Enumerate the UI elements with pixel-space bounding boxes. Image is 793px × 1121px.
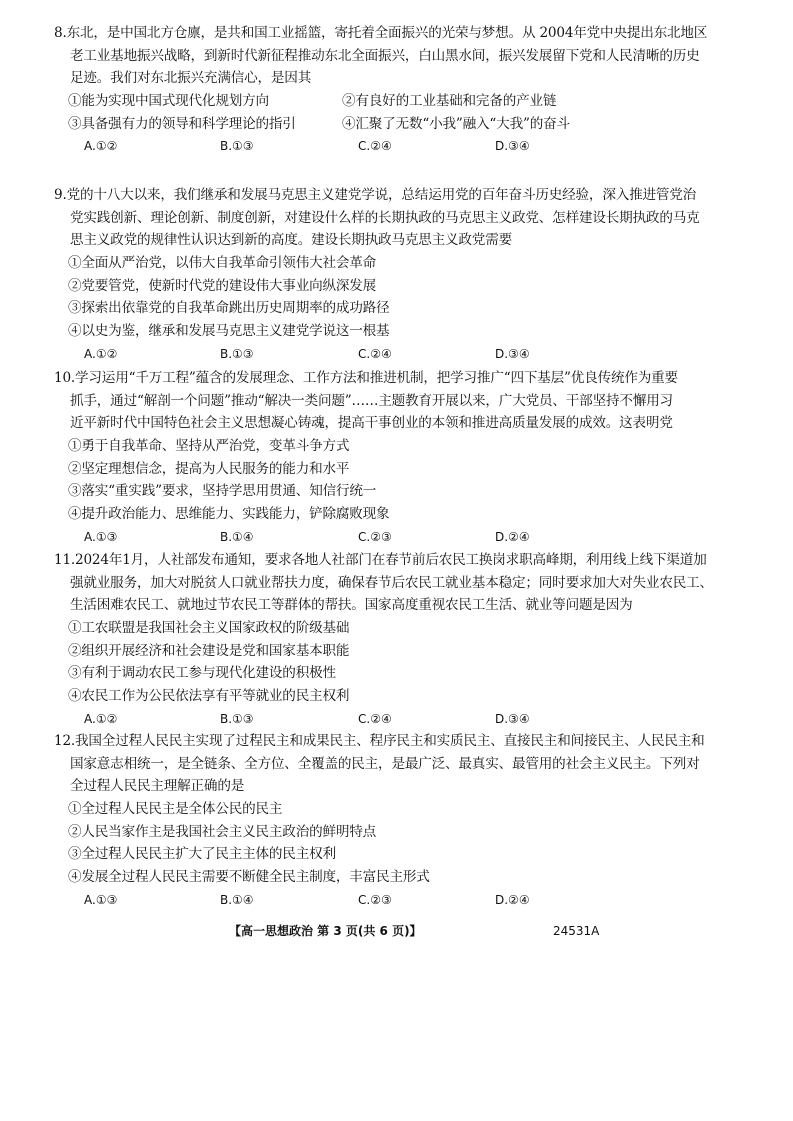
question-stem-line: 党实践创新、理论创新、制度创新，对建设什么样的长期执政的马克思主义政党、怎样建设长期执政的马克 [70,209,700,226]
option-4: ④汇聚了无数“小我”融入“大我”的奋斗 [342,115,570,132]
paper-code: 24531A [553,924,600,938]
choice-b: B.①③ [220,711,254,726]
option-1: ①能为实现中国式现代化规划方向 [68,93,269,110]
option-3: ③有利于调动农民工参与现代化建设的积极性 [68,665,336,682]
choice-c: C.②④ [358,139,392,154]
choice-a: A.①③ [84,529,118,544]
option-2: ②党要管党，使新时代党的建设伟大事业向纵深发展 [68,277,377,294]
option-4: ④提升政治能力、思维能力、实践能力，铲除腐败现象 [68,506,390,523]
choice-a: A.①② [84,711,118,726]
option-1: ①全过程人民民主是全体公民的民主 [68,801,283,818]
option-2: ②有良好的工业基础和完备的产业链 [342,93,557,110]
question-stem-line: 10.学习运用“千万工程”蕴含的发展理念、工作方法和推进机制，把学习推广“四下基层”优良传统作为重要 [54,370,678,386]
option-2: ②组织开展经济和社会建设是党和国家基本职能 [68,642,350,659]
option-2: ②人民当家作主是我国社会主义民主政治的鲜明特点 [68,823,377,840]
question-8 [54,22,754,158]
choice-c: C.②④ [358,346,392,361]
option-1: ①全面从严治党，以伟大自我革命引领伟大社会革命 [68,255,377,272]
choice-a: A.①③ [84,892,118,907]
option-1: ①勇于自我革命、坚持从严治党，变革斗争方式 [68,438,350,455]
choice-c: C.②③ [358,529,392,544]
page-footer [0,920,793,942]
answer-choices [54,135,754,158]
choice-d: D.②④ [495,529,530,544]
question-9 [54,184,754,366]
choice-a: A.①② [84,346,118,361]
question-stem-line: 8.东北，是中国北方仓廪，是共和国工业摇篮，寄托着全面振兴的光荣与梦想。从 2004年党中央提出东北地区 [54,25,708,41]
choice-c: C.②③ [358,892,392,907]
question-stem-line: 思主义政党的规律性认识达到新的高度。建设长期执政马克思主义政党需要 [70,232,512,249]
question-stem-line: 抓手，通过“解剖一个问题”推动“解决一类问题”……主题教育开展以来，广大党员、干部坚持不懈用习 [70,392,673,409]
option-row [54,113,754,136]
choice-b: B.①③ [220,346,254,361]
choice-d: D.③④ [495,711,530,726]
option-3: ③全过程人民民主扩大了民主主体的民主权利 [68,846,336,863]
question-stem-line: 全过程人民民主理解正确的是 [70,778,245,795]
choice-d: D.③④ [495,346,530,361]
question-stem-line: 9.党的十八大以来，我们继承和发展马克思主义建党学说，总结运用党的百年奋斗历史经验，深入推进管党治 [54,187,697,203]
question-stem-line: 近平新时代中国特色社会主义思想凝心铸魂，提高干事创业的本领和推进高质量发展的成效。这表明党 [70,415,673,432]
question-10 [54,367,754,549]
answer-choices [54,708,754,731]
choice-a: A.①② [84,139,118,154]
question-stem-line: 国家意志相统一，是全链条、全方位、全覆盖的民主，是最广泛、最真实、最管用的社会主义民主。下列对 [70,755,700,772]
answer-choices [54,889,754,912]
answer-choices [54,526,754,549]
option-4: ④农民工作为公民依法享有平等就业的民主权利 [68,688,350,705]
question-stem-line: 生活困难农民工、就地过节农民工等群体的帮扶。国家高度重视农民工生活、就业等问题是因为 [70,597,633,614]
choice-b: B.①④ [220,892,254,907]
option-3: ③探索出依靠党的自我革命跳出历史周期率的成功路径 [68,300,390,317]
choice-d: D.③④ [495,139,530,154]
choice-c: C.②④ [358,711,392,726]
option-3: ③具备强有力的领导和科学理论的指引 [68,115,296,132]
question-12 [54,730,754,912]
answer-choices [54,343,754,366]
question-11 [54,549,754,731]
footer-title: 【高一思想政治 第 3 页(共 6 页)】 [229,924,422,938]
choice-d: D.②④ [495,892,530,907]
question-stem-line: 足迹。我们对东北振兴充满信心，是因其 [70,70,312,87]
question-stem-line: 11.2024年1月，人社部发布通知，要求各地人社部门在春节前后农民工换岗求职高峰期，利用线上线下渠道加 [54,552,707,568]
option-4: ④发展全过程人民民主需要不断健全民主制度，丰富民主形式 [68,869,430,886]
option-row [54,90,754,113]
option-3: ③落实“重实践”要求，坚持学思用贯通、知信行统一 [68,483,377,500]
option-4: ④以史为鉴，继承和发展马克思主义建党学说这一根基 [68,323,390,340]
choice-b: B.①④ [220,529,254,544]
question-stem-line: 强就业服务，加大对脱贫人口就业帮扶力度，确保春节后农民工就业基本稳定；同时要求加大对失业农民工、 [70,574,713,591]
choice-b: B.①③ [220,139,254,154]
question-stem-line: 老工业基地振兴战略，到新时代新征程推动东北全面振兴，白山黑水间，振兴发展留下党和人民清晰的历史 [70,47,700,64]
question-stem-line: 12.我国全过程人民民主实现了过程民主和成果民主、程序民主和实质民主、直接民主和间接民主、人民民主和 [54,733,705,749]
option-2: ②坚定理想信念，提高为人民服务的能力和水平 [68,460,350,477]
option-1: ①工农联盟是我国社会主义国家政权的阶级基础 [68,620,350,637]
